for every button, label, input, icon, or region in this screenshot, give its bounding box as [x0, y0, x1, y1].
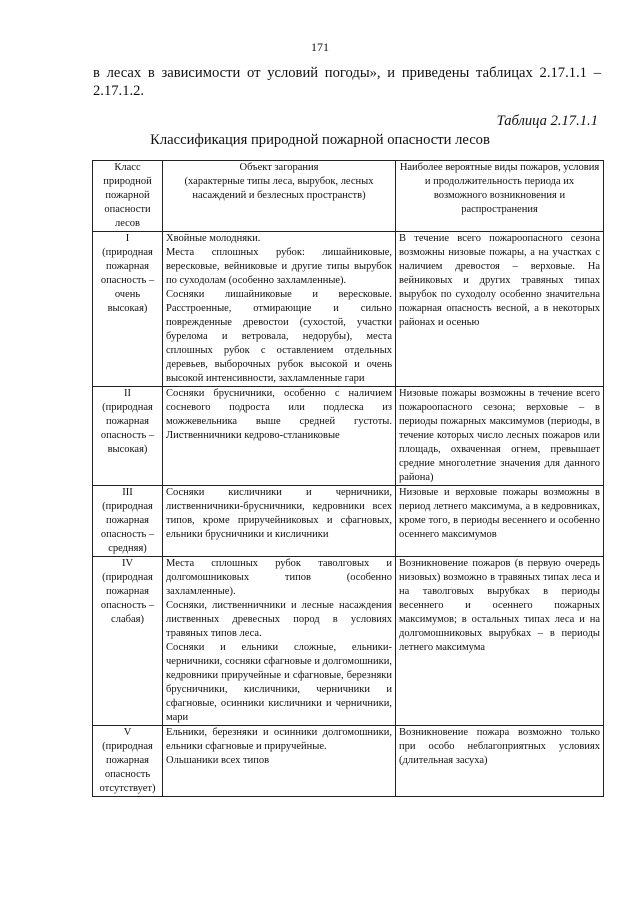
object-cell — [163, 387, 396, 486]
fire-conditions-cell: Низовые и верховые пожары возможны в период летнего максимума, а в кедровниках, кроме того, в периоды весеннего и особенно осеннего максимумов — [396, 486, 604, 557]
table-row — [93, 557, 604, 726]
object-line: Сосняки и ельники сложные, ельники-черничники, сосняки сфагновые и долгомошники, кедровники приручейные и сфагновые, березняки брусничники, кисличники, черничники и сфагновые, осинники кисличники и черничники, мари — [166, 642, 392, 723]
table-header-row — [93, 161, 604, 232]
class-description: (природная пожарная опасность – высокая) — [100, 402, 155, 455]
class-cell — [93, 486, 163, 557]
header-class: Класс природной пожарной опасности лесов — [93, 161, 163, 232]
class-numeral: IV — [121, 558, 134, 569]
fire-conditions-cell: В течение всего пожароопасного сезона возможны низовые пожары, а на участках с наличием древостоя – верховые. На вейниковых и других травяных типах вырубок по суходолу особенно значительна пожарная опасность весной, а в некоторых районах и осенью — [396, 232, 604, 387]
class-cell — [93, 726, 163, 797]
object-cell — [163, 557, 396, 726]
object-cell — [163, 726, 396, 797]
class-numeral: I — [125, 233, 130, 244]
header-object-note: (характерные типы леса, вырубок, лесных насаждений и безлесных пространств) — [184, 176, 374, 201]
object-cell — [163, 486, 396, 557]
class-numeral: III — [122, 487, 133, 498]
fire-conditions-cell: Возникновение пожара возможно только при особо неблагоприятных условиях (длительная засуха) — [396, 726, 604, 797]
class-numeral: II — [124, 388, 131, 399]
object-line: Сосняки кисличники и черничники, лиственничники-брусничники, кедровники всех типов, кроме приручейниковых и сфагновых, ельники брусничники и кисличники — [166, 487, 392, 540]
object-line: Ольшаники всех типов — [166, 755, 270, 766]
fire-conditions-cell: Низовые пожары возможны в течение всего пожароопасного сезона; верховые – в периоды пожарных максимумов (периоды, в течение которых число лесных пожаров или площадь, охваченная огнем, превышает средние многолетние значения для данного района) — [396, 387, 604, 486]
object-line: Сосняки брусничники, особенно с наличием сосневого подроста или подлеска из можжевельника выше средней густоты. Лиственничники кедрово-стланиковые — [166, 388, 392, 441]
object-line: Ельники, березняки и осинники долгомошники, ельники сфагновые и приручейные. — [166, 727, 392, 752]
header-object — [163, 161, 396, 232]
object-line: Сосняки лишайниковые и вересковые. Расстроенные, отмирающие и сильно поврежденные древостои (сухостой, участки бурелома и ветровала, недорубы), места сплошных рубок с оставлением отдельных деревьев, выборочных рубок высокой и очень высокой интенсивности, захламленные гари — [166, 289, 392, 384]
object-line: Сосняки, лиственничники и лесные насаждения лиственных древесных пород в условиях травяных типов леса. — [166, 600, 392, 639]
class-description: (природная пожарная опасность – очень высокая) — [100, 247, 155, 314]
table-row — [93, 387, 604, 486]
class-numeral: V — [123, 727, 132, 738]
object-line: Места сплошных рубок таволговых и долгомошниковых типов (особенно захламленные). — [166, 558, 392, 597]
class-description: (природная пожарная опасность – средняя) — [100, 501, 155, 554]
object-line: Хвойные молодняки. — [166, 233, 261, 244]
page-number: 171 — [311, 40, 329, 54]
table-row — [93, 726, 604, 797]
class-cell — [93, 232, 163, 387]
table-caption: Таблица 2.17.1.1 — [496, 113, 598, 129]
header-object-title: Объект загорания — [239, 162, 319, 173]
fire-conditions-cell: Возникновение пожаров (в первую очередь низовых) возможно в травяных типах леса и на таволговых вырубках в периоды весеннего и осеннего пожарных максимумов; в остальных типах леса и на долгомошниковых вырубках – в периоды летнего максимума — [396, 557, 604, 726]
object-line: Места сплошных рубок: лишайниковые, вересковые, вейниковые и другие типы вырубок по суходолам (особенно захламленные). — [166, 247, 392, 286]
intro-paragraph: в лесах в зависимости от условий погоды», и приведены таблицах 2.17.1.1 – 2.17.1.2. — [93, 65, 601, 99]
class-description: (природная пожарная опасность отсутствует) — [99, 741, 156, 794]
table-row — [93, 232, 604, 387]
object-cell — [163, 232, 396, 387]
table-row — [93, 486, 604, 557]
class-cell — [93, 387, 163, 486]
table-title: Классификация природной пожарной опасности лесов — [150, 132, 490, 148]
class-cell — [93, 557, 163, 726]
fire-danger-table — [92, 160, 604, 797]
class-description: (природная пожарная опасность – слабая) — [100, 572, 155, 625]
header-fire: Наиболее вероятные виды пожаров, условия и продолжительность периода их возможного возникновения и распространения — [396, 161, 604, 232]
